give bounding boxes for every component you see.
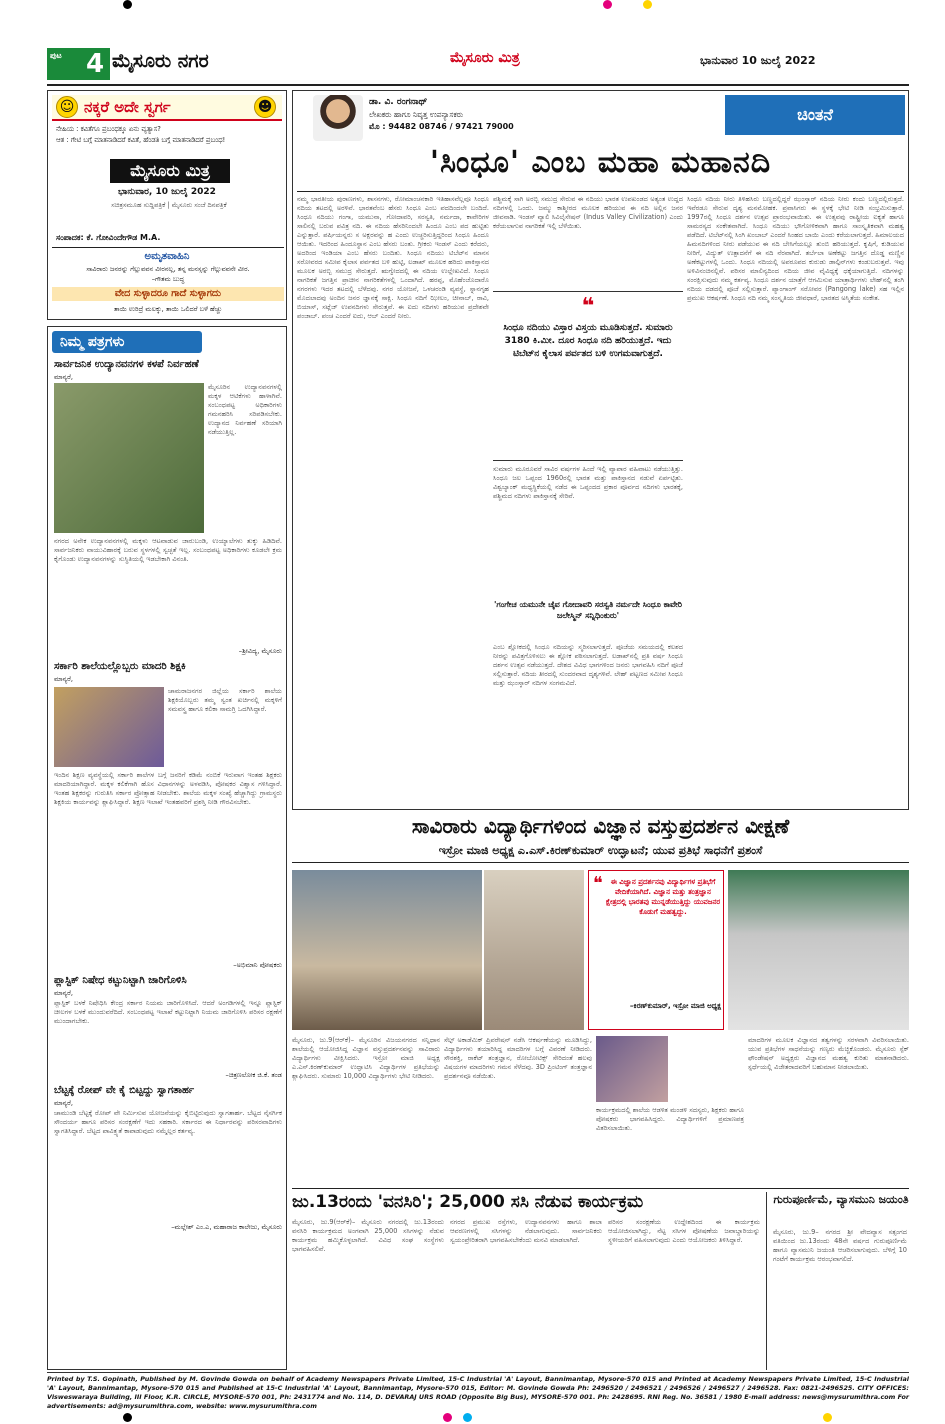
- letter-title: ಬೆಟ್ಟಕ್ಕೆ ರೋಪ್ ವೇ ಕೈ ಬಿಟ್ಟದ್ದು ಸ್ವಾಗತಾರ್ಹ: [54, 1085, 195, 1096]
- humor-line: ನೇಹಿಯ : ಕವಿತೆಗೂ ಪ್ರಬಂಧಕ್ಕೂ ಏನು ವ್ಯತ್ಯಾಸ?: [56, 125, 161, 133]
- science-body-3: ಕಾರ್ಯಕ್ರಮದಲ್ಲಿ ಶಾಲೆಯ ಆಡಳಿತ ಮಂಡಳಿ ಸದಸ್ಯರು, ಶಿಕ್ಷಕರು ಹಾಗೂ ಪೋಷಕರು ಭಾಗವಹಿಸಿದ್ದರು. ವಿದ್ಯಾರ್ಥಿಗಳಿಗೆ ಪ್ರಮಾಣಪತ್ರ ವಿತರಿಸಲಾಯಿತು.: [596, 1106, 744, 1132]
- masthead-note: ಸಚಿತ್ರಸಮೂಹ ಸುದ್ದಿಪತ್ರಿಕೆ | ಮೈಸೂರು ಸಂಜೆ ದಿನಪತ್ರಿಕೆ: [111, 201, 227, 209]
- science-section: [292, 814, 909, 1184]
- inline-sloka: 'ಗಂಗೇಚ ಯಮುನೇ ಚೈವ ಗೋದಾವರಿ ಸರಸ್ವತಿ ನರ್ಮದೇ ಸಿಂಧೂ ಕಾವೇರಿ ಜಲೇಸ್ಮಿನ್ ಸನ್ನಿಧಿಂಕುರು': [493, 600, 683, 620]
- science-body-1: ಮೈಸೂರು, ಜು.9(ಆರ್‌ಕೆ)– ಮೈಸೂರಿನ ವಿಜಯನಗರದ ಸನ್ನಿಧಾನ ಶಾಲೆಯಲ್ಲಿ ಆಯೋಜಿಸಿದ್ದ ವಿಜ್ಞಾನ ವಸ್ತುಪ್ರದರ್ಶನವನ್ನು ಸಾವಿರಾರು ವಿದ್ಯಾರ್ಥಿಗಳು ವೀಕ್ಷಿಸಿದರು. ಇಸ್ರೋ ಮಾಜಿ ಅಧ್ಯಕ್ಷ ಎ.ಎಸ್.ಕಿರಣ್‌ಕುಮಾರ್ ಉದ್ಘಾಟಿಸಿ ವಿದ್ಯಾರ್ಥಿಗಳ ಪ್ರತಿಭೆಯನ್ನು ಶ್ಲಾಘಿಸಿದರು. ಸುಮಾರು 10,000 ವಿದ್ಯಾರ್ಥಿಗಳು ಭೇಟಿ ನೀಡಿದರು.: [292, 1036, 440, 1080]
- laughing-face-icon: ☻: [254, 96, 276, 118]
- dateline: ಮಾನ್ಯರೆ,: [54, 1099, 74, 1107]
- guru-purnima-body: ಮೈಸೂರು, ಜು.9– ನಗರದ ಶ್ರೀ ವೇದವ್ಯಾಸ ಸತ್ಸಂಗದ ವತಿಯಿಂದ ಜು.13ರಂದು 48ನೇ ವರ್ಷದ ಗುರುಪೂರ್ಣಿಮೆ ಹಾಗೂ ವ್ಯಾಸಮುನಿ ಜಯಂತಿ ಆಚರಿಸಲಾಗುವುದು. ಬೆಳಿಗ್ಗೆ 10 ಗಂಟೆಗೆ ಕಾರ್ಯಕ್ರಮ ಆರಂಭವಾಗಲಿದೆ.: [773, 1228, 907, 1263]
- author-phone: ಮೊ : 94482 08746 / 97421 79000: [369, 122, 514, 131]
- letters-title: ನಿಮ್ಮ ಪತ್ರಗಳು: [52, 331, 202, 353]
- proverb-title: ವೇದ ಸುಳ್ಳಾದರೂ ಗಾದೆ ಸುಳ್ಳಾಗದು: [52, 287, 284, 301]
- school-photo: [54, 687, 164, 767]
- guru-purnima-box: [766, 1192, 909, 1370]
- divider: [292, 1188, 909, 1189]
- author-name: ಡಾ. ವಿ. ರಂಗನಾಥ್: [369, 97, 428, 107]
- letter-body: ಚಾಮುಂಡಿ ಬೆಟ್ಟಕ್ಕೆ ರೋಪ್ ವೇ ನಿರ್ಮಿಸುವ ಯೋಜನೆಯನ್ನು ಕೈಬಿಟ್ಟಿರುವುದು ಸ್ವಾಗತಾರ್ಹ. ಬೆಟ್ಟದ ನೈಸರ್ಗಿಕ ಸೌಂದರ್ಯ ಹಾಗೂ ಪರಿಸರ ಸಂರಕ್ಷಣೆಗೆ ಇದು ಸಹಕಾರಿ. ಸರ್ಕಾರದ ಈ ನಿರ್ಧಾರವನ್ನು ಪರಿಸರವಾದಿಗಳು ಸ್ವಾಗತಿಸಿದ್ದಾರೆ. ಬೆಟ್ಟದ ಪಾವಿತ್ರ್ಯತೆ ಕಾಪಾಡುವುದು ನಮ್ಮೆಲ್ಲರ ಕರ್ತವ್ಯ.: [54, 1109, 282, 1135]
- header-date: ಭಾನುವಾರ 10 ಜುಲೈ 2022: [700, 54, 816, 67]
- letter-body: ಇಂದಿನ ಶಿಕ್ಷಣ ವ್ಯವಸ್ಥೆಯಲ್ಲಿ ಸರ್ಕಾರಿ ಶಾಲೆಗಳ ಬಗ್ಗೆ ಜನರಿಗೆ ಕಡಿಮೆ ನಂಬಿಕೆ ಇರುವಾಗ ಇಂತಹ ಶಿಕ್ಷಕರು ಮಾದರಿಯಾಗಿದ್ದಾರೆ. ಮಕ್ಕಳ ಕಲಿಕೆಗಾಗಿ ಹೊಸ ವಿಧಾನಗಳನ್ನು ಅಳವಡಿಸಿ, ಪೋಷಕರ ವಿಶ್ವಾಸ ಗಳಿಸಿದ್ದಾರೆ. ಇಂತಹ ಶಿಕ್ಷಕರನ್ನು ಗುರುತಿಸಿ ಸರ್ಕಾರ ಪ್ರೋತ್ಸಾಹ ನೀಡಬೇಕು. ಶಾಲೆಯ ಮಕ್ಕಳ ಸಂಖ್ಯೆ ಹೆಚ್ಚಾಗಿದ್ದು ಗ್ರಾಮಸ್ಥರು ಶಿಕ್ಷಕಿಯ ಕಾರ್ಯವನ್ನು ಶ್ಲಾಘಿಸಿದ್ದಾರೆ. ಶಿಕ್ಷಣ ಇಲಾಖೆ ಇಂತಹವರಿಗೆ ಪ್ರಶಸ್ತಿ ನೀಡಿ ಗೌರವಿಸಬೇಕು.: [54, 771, 282, 806]
- editorial-column-2a: ಪಶ್ಚಿಮಕ್ಕೆ ಸಾಗಿ ಅರಬ್ಬಿ ಸಮುದ್ರ ಸೇರುವ ಈ ನದಿಯು ಭಾರತ ಉಪಖಂಡದ ಅತ್ಯಂತ ಉದ್ದದ ನದಿಗಳಲ್ಲಿ ಒಂದು. ಜಮ್ಮು ಕಾಶ್ಮೀರದ ಮೂಲಕ ಹರಿಯುವ ಈ ನದಿ ಅಲ್ಲಿನ ಜನರ ಜೀವನಾಡಿ. ಇಂಡಸ್ ವ್ಯಾಲಿ ಸಿವಿಲೈಸೇಷನ್ (Indus Valley Civilization) ಎಂದು ಕರೆಯಲಾಗುವ ನಾಗರಿಕತೆ ಇಲ್ಲಿ ಬೆಳೆಯಿತು.: [493, 195, 683, 230]
- author-photo: [313, 95, 363, 141]
- editorial-section: [292, 90, 909, 810]
- letters-section: [47, 326, 287, 1370]
- dateline: ಮಾನ್ಯರೆ,: [54, 373, 74, 381]
- bottom-section: [292, 1188, 909, 1370]
- editorial-column-1: ನಮ್ಮ ಭಾರತೀಯ ಪುರಾಣಗಳು, ಶಾಸನಗಳು, ರೋಮಾಂಚನಕಾರಿ ಇತಿಹಾಸವೆಲ್ಲವೂ ಸಿಂಧೂ ನದಿಯ ತಟದಲ್ಲಿ ಅರಳಿವೆ. ಭಾರತವೆಂಬ ಹೆಸರು ಸಿಂಧೂ ಎಂಬ ಪದದಿಂದಲೇ ಬಂದಿದೆ. ಸಿಂಧೂ ನದಿಯು ಗಂಗಾ, ಯಮುನಾ, ಗೋದಾವರಿ, ಸರಸ್ವತಿ, ನರ್ಮದಾ, ಕಾವೇರಿಗಳ ಸಾಲಿನಲ್ಲಿ ಬರುವ ಪವಿತ್ರ ನದಿ. ಈ ನದಿಯ ಹೆಸರಿನಿಂದಲೇ ಹಿಂದೂ ಎಂಬ ಪದ ಹುಟ್ಟಿತು ಎನ್ನುತ್ತಾರೆ. ಪರ್ಷಿಯನ್ನರು ಸ ಅಕ್ಷರವನ್ನು ಹ ಎಂದು ಉಚ್ಚರಿಸುತ್ತಿದ್ದರಿಂದ ಸಿಂಧೂ ಹಿಂದೂ ಆಯಿತು. ಇದರಿಂದ ಹಿಂದೂಸ್ಥಾನ ಎಂಬ ಹೆಸರು ಬಂತು. ಗ್ರೀಕರು ಇಂಡಸ್ ಎಂದು ಕರೆದರು, ಅದರಿಂದ ಇಂಡಿಯಾ ಎಂಬ ಹೆಸರು ಬಂದಿತು. ಸಿಂಧೂ ನದಿಯು ಟಿಬೆಟ್‌ನ ಮಾನಸ ಸರೋವರದ ಸಮೀಪ ಕೈಲಾಸ ಪರ್ವತದ ಬಳಿ ಹುಟ್ಟಿ, ಲಡಾಖ್ ಮೂಲಕ ಹರಿದು ಪಾಕಿಸ್ತಾನದ ಮೂಲಕ ಅರಬ್ಬಿ ಸಮುದ್ರ ಸೇರುತ್ತದೆ. ಋಗ್ವೇದದಲ್ಲಿ ಈ ನದಿಯ ಉಲ್ಲೇಖವಿದೆ. ಸಿಂಧೂ ನಾಗರಿಕತೆ ಜಗತ್ತಿನ ಪ್ರಾಚೀನ ನಾಗರಿಕತೆಗಳಲ್ಲಿ ಒಂದಾಗಿದೆ. ಹರಪ್ಪ, ಮೊಹೆಂಜೊದಾರೊ ನಗರಗಳು ಇದರ ತಟದಲ್ಲಿ ಬೆಳೆದವು. ನಗರ ಯೋಜನೆ, ಒಳಚರಂಡಿ ವ್ಯವಸ್ಥೆ, ಸ್ನಾನಗೃಹ ಮೊದಲಾದವು ಅಂದಿನ ಜನರ ಜ್ಞಾನಕ್ಕೆ ಸಾಕ್ಷಿ. ಸಿಂಧೂ ನದಿಗೆ ಝೀಲಂ, ಚೀನಾಬ್, ರಾವಿ, ಬಿಯಾಸ್, ಸಟ್ಲೆಜ್ ಉಪನದಿಗಳು ಸೇರುತ್ತವೆ. ಈ ಐದು ನದಿಗಳು ಹರಿಯುವ ಪ್ರದೇಶವೇ ಪಂಜಾಬ್. ಪಂಚ ಎಂದರೆ ಐದು, ಆಬ್ ಎಂದರೆ ನೀರು.: [297, 195, 489, 320]
- science-body-2: ಸೆಲ್ಫ್ ಅಕಾಡೆಮಿಕ್ ಪ್ರಿಪರೇಷನ್ ನಡೆಸಿ ಆಕರ್ಷಣೆಯನ್ನು ಮೂಡಿಸಿದ್ದು, ವಿದ್ಯಾರ್ಥಿಗಳು ತಯಾರಿಸಿದ್ದ ಮಾದರಿಗಳ ಬಗ್ಗೆ ವಿವರಣೆ ನೀಡಿದರು. ಸೌರಶಕ್ತಿ, ರಾಕೆಟ್ ತಂತ್ರಜ್ಞಾನ, ರೋಬೋಟಿಕ್ಸ್ ಸೇರಿದಂತೆ ಹಲವು ವಿಷಯಗಳ ಮಾದರಿಗಳು ಗಮನ ಸೆಳೆದವು. 3D ಪ್ರಿಂಟಿಂಗ್ ತಂತ್ರಜ್ಞಾನ ಪ್ರದರ್ಶನವೂ ನಡೆಯಿತು.: [444, 1036, 592, 1080]
- registration-marks: [0, 0, 945, 8]
- editorial-column-2b: ಸುಮಾರು ಮೂರೂವರೆ ಸಾವಿರ ವರ್ಷಗಳ ಹಿಂದೆ ಇಲ್ಲಿ ವ್ಯಾಪಾರ ವಹಿವಾಟು ನಡೆಯುತ್ತಿತ್ತು. ಸಿಂಧೂ ಜಲ ಒಪ್ಪಂದ 1960ರಲ್ಲಿ ಭಾರತ ಮತ್ತು ಪಾಕಿಸ್ತಾನದ ನಡುವೆ ಏರ್ಪಟ್ಟಿತು. ವಿಶ್ವಬ್ಯಾಂಕ್ ಮಧ್ಯಸ್ಥಿಕೆಯಲ್ಲಿ ನಡೆದ ಈ ಒಪ್ಪಂದದ ಪ್ರಕಾರ ಪೂರ್ವದ ನದಿಗಳು ಭಾರತಕ್ಕೆ, ಪಶ್ಚಿಮದ ನದಿಗಳು ಪಾಕಿಸ್ತಾನಕ್ಕೆ ಸೇರಿವೆ.: [493, 465, 683, 500]
- imprint: [47, 1372, 909, 1412]
- editorial-column-2c: ಎಂಬ ಶ್ಲೋಕದಲ್ಲಿ ಸಿಂಧೂ ನದಿಯನ್ನು ಸ್ಮರಿಸಲಾಗುತ್ತದೆ. ಪೂಜೆಯ ಸಮಯದಲ್ಲಿ ಕಲಶದ ನೀರನ್ನು ಪವಿತ್ರಗೊಳಿಸಲು ಈ ಶ್ಲೋಕ ಪಠಿಸಲಾಗುತ್ತದೆ. ಲಡಾಖ್‌ನಲ್ಲಿ ಪ್ರತಿ ವರ್ಷ ಸಿಂಧೂ ದರ್ಶನ ಉತ್ಸವ ನಡೆಯುತ್ತದೆ. ದೇಶದ ವಿವಿಧ ಭಾಗಗಳಿಂದ ಜನರು ಭಾಗವಹಿಸಿ ನದಿಗೆ ಪೂಜೆ ಸಲ್ಲಿಸುತ್ತಾರೆ. ನದಿಯ ತೀರದಲ್ಲಿ ಸುಂದರವಾದ ದೃಶ್ಯಗಳಿವೆ. ಲೇಹ್ ಪಟ್ಟಣದ ಸಮೀಪ ಸಿಂಧೂ ಮತ್ತು ಝಂಸ್ಕಾರ್ ನದಿಗಳ ಸಂಗಮವಿದೆ.: [493, 643, 683, 687]
- quote-title: ಅಮೃತವಾಹಿನಿ: [144, 251, 190, 262]
- author-role: ಲೇಖಕರು ಹಾಗೂ ನಿವೃತ್ತ ಉಪನ್ಯಾಸಕರು: [369, 110, 464, 119]
- divider: [292, 862, 909, 863]
- vanasiri-body-3: ಪರಿಸರ ಸಂರಕ್ಷಣೆಯ ಉದ್ದೇಶದಿಂದ ಈ ಕಾರ್ಯಕ್ರಮ ಆಯೋಜಿಸಲಾಗಿದ್ದು, ನೆಟ್ಟ ಸಸಿಗಳ ಪೋಷಣೆಯ ಜವಾಬ್ದಾರಿಯನ್ನು ಸ್ಥಳೀಯರಿಗೆ ವಹಿಸಲಾಗುವುದು ಎಂದು ಆಯೋಜಕರು ತಿಳಿಸಿದ್ದಾರೆ.: [608, 1218, 760, 1244]
- masthead-date: ಭಾನುವಾರ, 10 ಜುಲೈ 2022: [118, 187, 216, 197]
- editorial-column-3: ಸಿಂಧೂ ನದಿಯ ನೀರು ತಿಳಿಹಸಿರು ಬಣ್ಣದಲ್ಲಿದ್ದರೆ ಝಂಸ್ಕಾರ್ ನದಿಯ ನೀರು ಕಂದು ಬಣ್ಣದಲ್ಲಿರುತ್ತದೆ. ಇವೆರಡೂ ಸೇರುವ ದೃಶ್ಯ ಮನಮೋಹಕ. ಪ್ರವಾಸಿಗರು ಈ ಸ್ಥಳಕ್ಕೆ ಭೇಟಿ ನೀಡಿ ಸಂಭ್ರಮಿಸುತ್ತಾರೆ. 1997ರಲ್ಲಿ ಸಿಂಧೂ ದರ್ಶನ ಉತ್ಸವ ಪ್ರಾರಂಭವಾಯಿತು. ಈ ಉತ್ಸವವು ರಾಷ್ಟ್ರೀಯ ಐಕ್ಯತೆ ಹಾಗೂ ಸಾಮರಸ್ಯದ ಸಂಕೇತವಾಗಿದೆ. ಸಿಂಧೂ ನದಿಯು ಭೌಗೋಳಿಕವಾಗಿ ಹಾಗೂ ಸಾಂಸ್ಕೃತಿಕವಾಗಿ ಮಹತ್ವ ಪಡೆದಿದೆ. ಟಿಬೆಟ್‌ನಲ್ಲಿ ಸಿಂಗಿ ಖಂಬಾಬ್ ಎಂದರೆ ಸಿಂಹದ ಬಾಯಿ ಎಂದು ಕರೆಯಲಾಗುತ್ತದೆ. ಹಿಮಾಲಯದ ಹಿಮನದಿಗಳಿಂದ ನೀರು ಪಡೆಯುವ ಈ ನದಿ ಬೇಸಿಗೆಯಲ್ಲೂ ತುಂಬಿ ಹರಿಯುತ್ತದೆ. ಕೃಷಿಗೆ, ಕುಡಿಯುವ ನೀರಿಗೆ, ವಿದ್ಯುತ್ ಉತ್ಪಾದನೆಗೆ ಈ ನದಿ ನೆರವಾಗಿದೆ. ತರ್ಬೆಲಾ ಅಣೆಕಟ್ಟು ಜಗತ್ತಿನ ದೊಡ್ಡ ಮಣ್ಣಿನ ಅಣೆಕಟ್ಟುಗಳಲ್ಲಿ ಒಂದು. ಸಿಂಧೂ ನದಿಯಲ್ಲಿ ಅಪರೂಪದ ಕುರುಡು ಡಾಲ್ಫಿನ್‌ಗಳು ಕಂಡುಬರುತ್ತವೆ. ಇವು ಅಳಿವಿನಂಚಿನಲ್ಲಿವೆ. ಪರಿಸರ ಮಾಲಿನ್ಯದಿಂದ ನದಿಯ ಜೀವ ವೈವಿಧ್ಯಕ್ಕೆ ಧಕ್ಕೆಯಾಗುತ್ತಿದೆ. ನದಿಗಳನ್ನು ಸಂರಕ್ಷಿಸುವುದು ನಮ್ಮ ಕರ್ತವ್ಯ. ಸಿಂಧೂ ದರ್ಶನ ಯಾತ್ರೆಗೆ ಆಗಮಿಸುವ ಯಾತ್ರಾರ್ಥಿಗಳು ಲೇಹ್‌ನಲ್ಲಿ ತಂಗಿ ನದಿಯ ದಡದಲ್ಲಿ ಪೂಜೆ ಸಲ್ಲಿಸುತ್ತಾರೆ. ಪ್ಯಾಂಗಾಂಗ್ ಸರೋವರ (Pangong lake) ಸಹ ಇಲ್ಲಿನ ಪ್ರಮುಖ ಆಕರ್ಷಣೆ. ಸಿಂಧೂ ನದಿ ನಮ್ಮ ಸಂಸ್ಕೃತಿಯ ಜೀವಧಾರೆ, ಭಾರತದ ಅಸ್ಮಿತೆಯ ಸಂಕೇತ.: [687, 195, 904, 302]
- left-column: [47, 90, 287, 1370]
- vanasiri-body-2: ನಗರದ ಪ್ರಮುಖ ರಸ್ತೆಗಳು, ಉದ್ಯಾನವನಗಳು ಹಾಗೂ ಶಾಲಾ ಆವರಣಗಳಲ್ಲಿ ಸಸಿಗಳನ್ನು ನೆಡಲಾಗುವುದು. ಸಾರ್ವಜನಿಕರು ಸ್ವಯಂಪ್ರೇರಿತರಾಗಿ ಭಾಗವಹಿಸಬೇಕೆಂದು ಮನವಿ ಮಾಡಲಾಗಿದೆ.: [450, 1218, 602, 1244]
- vanasiri-headline: ಜು.13ರಂದು 'ವನಸಿರಿ'; 25,000 ಸಸಿ ನೆಡುವ ಕಾರ್ಯಕ್ರಮ: [292, 1192, 644, 1212]
- letter-sign: –ಅಭಿಮಾನಿ ಪೋಷಕರು: [233, 961, 282, 969]
- letter-sign: –ಚಿತ್ರಣಲೋಕ ಜಿ.ಕೆ. ತಂಡ: [225, 1071, 282, 1079]
- letter-title: ಸಾರ್ವಜನಿಕ ಉದ್ಯಾನವನಗಳ ಕಳಪೆ ನಿರ್ವಹಣೆ: [54, 359, 199, 370]
- dateline: ಮಾನ್ಯರೆ,: [54, 675, 74, 683]
- expert-quote: ಈ ವಿಜ್ಞಾನ ಪ್ರದರ್ಶನವು ವಿದ್ಯಾರ್ಥಿಗಳ ಪ್ರತಿಭೆಗೆ ವೇದಿಕೆಯಾಗಿದೆ. ವಿಜ್ಞಾನ ಮತ್ತು ತಂತ್ರಜ್ಞಾನ ಕ್ಷೇತ್ರದಲ್ಲಿ ಭಾರತವು ಮುನ್ನಡೆಯುತ್ತಿದ್ದು ಯುವಜನರ ಕೊಡುಗೆ ಮಹತ್ವದ್ದು.: [605, 878, 721, 916]
- quote-box: [588, 870, 724, 1030]
- quote-mark-icon: ❝: [581, 294, 595, 319]
- humor-header: [52, 95, 282, 121]
- pull-quote-box: [493, 291, 683, 461]
- science-subhead: ಇಸ್ರೋ ಮಾಜಿ ಅಧ್ಯಕ್ಷ ಎ.ಎಸ್.ಕಿರಣ್‌ಕುಮಾರ್ ಉದ್ಘಾಟನೆ; ಯುವ ಪ್ರತಿಭೆ ಸಾಧನೆಗೆ ಪ್ರಶಂಸೆ: [438, 844, 763, 857]
- humor-title: ನಕ್ಕರೆ ಅದೇ ಸ್ವರ್ಗ: [84, 98, 171, 116]
- section-title: ಮೈಸೂರು ನಗರ: [112, 50, 209, 72]
- page-number: 4: [80, 48, 110, 80]
- imprint-text: Printed by T.S. Gopinath, Published by M. Govinde Gowda on behalf of Academy Newspapers Private Limited, 15-C Industrial 'A' Layout, Bannimantap, Mysore-570 015 and Printed at Academy Newspapers Private Limited, 15-C Industrial 'A' Layout, Bannimantap, Mysore-570 015 and Published at 15-C Industrial 'A' Layout, Bannimantap, Mysore-570 015, Editor: M. Govinde Gowda Ph: 2496520 / 2496521 / 2496526 / 2496527 / 2496528. Fax: 0821-2496525. CITY OFFICES: Visweswaraya Building, III Floor, K.R. CIRCLE, MYSORE-570 001, Ph: 2431774 and No. 114, D. DEVARAJ URS ROAD (Opposite Big Bus), MYSORE-570 001. Ph: 2428695. RNI Reg. No. 36581 / 1980 E-mail address: news@mysurumithra.com For advertisements: ad@mysurumithra.com, website: www.mysurumithra.com: [47, 1375, 909, 1410]
- header-rule: [47, 84, 909, 86]
- author-bar: [293, 91, 908, 141]
- letter-sign: –ಮಲ್ಲೇಶ್ ಎಂ.ಎ, ಮಹಾರಾಜ ಕಾಲೇಜು, ಮೈಸೂರು: [171, 1223, 282, 1231]
- masthead-editor: ಸಂಪಾದಕ: ಕೆ. ಗೋವಿಂದೇಗೌಡ M.A.: [56, 233, 161, 242]
- microscope-photo: [596, 1036, 668, 1102]
- pull-quote: ಸಿಂಧೂ ನದಿಯು ವಿಸ್ತಾರ ವಿಸ್ತಯ ಮೂಡಿಸುತ್ತದೆ. ಸುಮಾರು 3180 ಕಿ.ಮೀ. ದೂರ ಸಿಂಧೂ ನದಿ ಹರಿಯುತ್ತದೆ. ಇದು ಟಿಬೆಟ್‌ನ ಕೈಲಾಸ ಪರ್ವತದ ಬಳಿ ಉಗಮವಾಗುತ್ತದೆ.: [503, 323, 673, 359]
- letter-sign: –ಶ್ರೀವಿದ್ಯ, ಮೈಸೂರು: [238, 647, 282, 655]
- letter-body: ಮೈಸೂರಿನ ಉದ್ಯಾನವನಗಳಲ್ಲಿ ಮಕ್ಕಳ ಆಟಿಕೆಗಳು ಹಾಳಾಗಿವೆ. ಸಂಬಂಧಪಟ್ಟ ಅಧಿಕಾರಿಗಳು ಗಮನಹರಿಸಿ ಸರಿಪಡಿಸಬೇಕು. ಉದ್ಯಾನದ ನಿರ್ವಹಣೆ ಸರಿಯಾಗಿ ನಡೆಯುತ್ತಿಲ್ಲ.: [208, 383, 282, 436]
- page-tag: ಪುಟ: [47, 48, 87, 80]
- column-name: ಚಿಂತನೆ: [725, 95, 905, 135]
- letter-body: ನಗರದ ಅನೇಕ ಉದ್ಯಾನವನಗಳಲ್ಲಿ ಮಕ್ಕಳು ಆಟವಾಡುವ ಜಾರುಬಂಡಿ, ಉಯ್ಯಾಲೆಗಳು ತುಕ್ಕು ಹಿಡಿದಿವೆ. ಸಾರ್ವಜನಿಕರು ವಾಯುವಿಹಾರಕ್ಕೆ ಬರುವ ಸ್ಥಳಗಳಲ್ಲಿ ಸ್ವಚ್ಛತೆ ಇಲ್ಲ. ಸಂಬಂಧಪಟ್ಟ ಅಧಿಕಾರಿಗಳು ಕೂಡಲೇ ಕ್ರಮ ಕೈಗೊಂಡು ಉದ್ಯಾನವನಗಳನ್ನು ಸುಸ್ಥಿತಿಯಲ್ಲಿ ಇಡಬೇಕಾಗಿ ವಿನಂತಿ.: [54, 537, 282, 563]
- divider: [297, 191, 904, 192]
- quote-author: –ಗೌತಮ ಬುದ್ಧ: [151, 275, 185, 283]
- divider: [52, 247, 284, 248]
- registration-marks: [0, 1413, 945, 1423]
- letter-title: ಪ್ಲಾಸ್ಟಿಕ್ ನಿಷೇಧ ಕಟ್ಟುನಿಟ್ಟಾಗಿ ಜಾರಿಗೊಳಿಸಿ: [54, 975, 187, 986]
- park-photo: [54, 383, 204, 533]
- page-header: [0, 0, 945, 88]
- proverb-text: ತಾಯಿ ಉರಿದ್ರೆ ಮಲಕ್ಕು, ತಾಯಿ ಒಲಿದರೆ ಬಳೆ ಹೆಚ್ಚು: [113, 305, 223, 313]
- expert-quote-sign: –ಕಿರಣ್‌ಕುಮಾರ್, ಇಸ್ರೋ ಮಾಜಿ ಅಧ್ಯಕ್ಷ: [629, 1002, 721, 1010]
- quote-mark-icon: ❝: [593, 873, 603, 894]
- laughing-face-icon: ☺: [56, 96, 78, 118]
- inauguration-photo: [292, 870, 482, 1030]
- science-headline: ಸಾವಿರಾರು ವಿದ್ಯಾರ್ಥಿಗಳಿಂದ ವಿಜ್ಞಾನ ವಸ್ತುಪ್ರದರ್ಶನ ವೀಕ್ಷಣೆ: [411, 814, 790, 838]
- masthead-box: [47, 90, 287, 320]
- quote-text: ಸಾವಿರಾರು ಜನರನ್ನು ಗೆಲ್ಲುವವನ ವೀರನಲ್ಲ, ತನ್ನ ಮನಸ್ಸನ್ನು ಗೆಲ್ಲುವವನೇ ವೀರ.: [86, 265, 250, 273]
- editorial-headline: 'ಸಿಂಧೂ' ಎಂಬ ಮಹಾ ಮಹಾನದಿ: [429, 145, 772, 180]
- science-body-4: ಮಾದರಿಗಳ ಮೂಲಕ ವಿಜ್ಞಾನದ ತತ್ವಗಳನ್ನು ಸರಳವಾಗಿ ವಿವರಿಸಲಾಯಿತು. ಯುವ ಪ್ರತಿಭೆಗಳ ಸಾಧನೆಯನ್ನು ಗಣ್ಯರು ಮೆಚ್ಚಿಕೊಂಡರು. ಮೈಸೂರು ಸ್ಪೆಕ್ ಫೌಂಡೇಷನ್ ಅಧ್ಯಕ್ಷರು ವಿಜ್ಞಾನದ ಮಹತ್ವ ಕುರಿತು ಮಾತನಾಡಿದರು. ಸ್ಪರ್ಧೆಯಲ್ಲಿ ವಿಜೇತರಾದವರಿಗೆ ಬಹುಮಾನ ನೀಡಲಾಯಿತು.: [748, 1036, 909, 1071]
- vanasiri-body-1: ಮೈಸೂರು, ಜು.9(ಆರ್‌ಕೆ)– ಮೈಸೂರು ನಗರದಲ್ಲಿ ಜು.13ರಂದು ವನಸಿರಿ ಕಾರ್ಯಕ್ರಮದ ಅಂಗವಾಗಿ 25,000 ಸಸಿಗಳನ್ನು ನೆಡುವ ಕಾರ್ಯಕ್ರಮ ಹಮ್ಮಿಕೊಳ್ಳಲಾಗಿದೆ. ವಿವಿಧ ಸಂಘ ಸಂಸ್ಥೆಗಳು ಭಾಗವಹಿಸಲಿವೆ.: [292, 1218, 444, 1253]
- masthead-logo: ಮೈಸೂರು ಮಿತ್ರ: [110, 159, 230, 183]
- dateline: ಮಾನ್ಯರೆ,: [54, 989, 74, 997]
- portraits-photo: [484, 870, 584, 1030]
- letter-title: ಸರ್ಕಾರಿ ಶಾಲೆಯಲ್ಲೊಬ್ಬರು ಮಾದರಿ ಶಿಕ್ಷಕಿ: [54, 661, 186, 672]
- letter-body: ಚಾಮರಾಜನಗರ ಜಿಲ್ಲೆಯ ಸರ್ಕಾರಿ ಶಾಲೆಯ ಶಿಕ್ಷಕಿಯೊಬ್ಬರು ತಮ್ಮ ಸ್ವಂತ ಖರ್ಚಿನಲ್ಲಿ ಮಕ್ಕಳಿಗೆ ಸಮವಸ್ತ್ರ ಹಾಗೂ ಕಲಿಕಾ ಸಾಮಗ್ರಿ ಒದಗಿಸಿದ್ದಾರೆ.: [168, 687, 282, 713]
- humor-line: ಆತ : ಗೇಟಿ ಬಗ್ಗೆ ಮಾತನಾಡಿದರೆ ಕವಿತೆ, ಹೆಂಡತಿ ಬಗ್ಗೆ ಮಾತನಾಡಿದರೆ ಪ್ರಬಂಧ!: [56, 136, 226, 144]
- students-photo: [728, 870, 909, 1030]
- letter-body: ಪ್ಲಾಸ್ಟಿಕ್ ಬಳಕೆ ನಿಷೇಧಿಸಿ ಕೇಂದ್ರ ಸರ್ಕಾರ ನಿಯಮ ಜಾರಿಗೊಳಿಸಿದೆ. ಆದರೆ ಅಂಗಡಿಗಳಲ್ಲಿ ಇನ್ನೂ ಪ್ಲಾಸ್ಟಿಕ್ ಚೀಲಗಳ ಬಳಕೆ ಮುಂದುವರೆದಿದೆ. ಸಂಬಂಧಪಟ್ಟ ಇಲಾಖೆ ಕಟ್ಟುನಿಟ್ಟಾಗಿ ನಿಯಮ ಜಾರಿಗೊಳಿಸಿ ಪರಿಸರ ರಕ್ಷಣೆಗೆ ಮುಂದಾಗಬೇಕು.: [54, 999, 282, 1025]
- brand-logo: ಮೈಸೂರು ಮಿತ್ರ: [450, 50, 520, 66]
- guru-purnima-title: ಗುರುಪೂರ್ಣಿಮೆ, ವ್ಯಾಸಮುನಿ ಜಯಂತಿ: [773, 1193, 909, 1206]
